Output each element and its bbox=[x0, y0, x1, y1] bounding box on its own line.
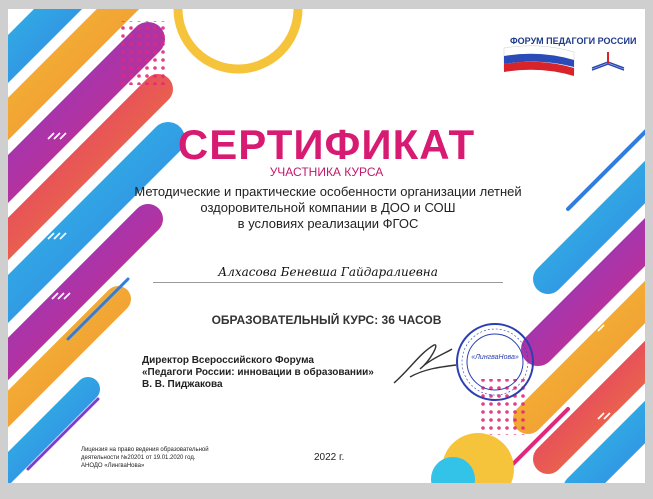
director-line: «Педагоги России: инновации в образовании» bbox=[142, 367, 374, 378]
course-line: оздоровительной компании в ДОО и СОШ bbox=[200, 200, 456, 215]
name-underline bbox=[153, 282, 503, 283]
course-line: Методические и практические особенности организации летней bbox=[134, 184, 522, 199]
license-line: деятельности №20201 от 19.01.2020 год. bbox=[81, 455, 196, 461]
license-line: Лицензия на право ведения образовательной bbox=[81, 447, 209, 453]
certificate bbox=[8, 9, 645, 483]
certificate-title: СЕРТИФИКАТ bbox=[177, 121, 476, 168]
forum-logo bbox=[500, 34, 640, 78]
logo-text: ФОРУМ ПЕДАГОГИ РОССИИ bbox=[510, 36, 637, 46]
license-line: АНОДО «ЛингваНова» bbox=[81, 463, 145, 469]
recipient-name: Алхасова Беневша Гайдаралиевна bbox=[218, 265, 438, 279]
course-line: в условиях реализации ФГОС bbox=[237, 216, 419, 231]
license-info bbox=[81, 446, 209, 470]
certificate-subtitle: УЧАСТНИКА КУРСА bbox=[269, 165, 384, 179]
course-hours: ОБРАЗОВАТЕЛЬНЫЙ КУРС: 36 ЧАСОВ bbox=[211, 313, 442, 327]
certificate-year: 2022 г. bbox=[314, 452, 345, 463]
director-line: В. В. Пиджакова bbox=[142, 379, 223, 390]
course-title bbox=[113, 184, 543, 232]
decorative-background-icon bbox=[8, 9, 645, 483]
stamp-text: «ЛингваНова» bbox=[471, 354, 519, 361]
signature-icon bbox=[390, 339, 460, 389]
director-line: Директор Всероссийского Форума bbox=[142, 355, 314, 366]
stamp-icon bbox=[454, 321, 536, 403]
director-block bbox=[142, 355, 374, 391]
